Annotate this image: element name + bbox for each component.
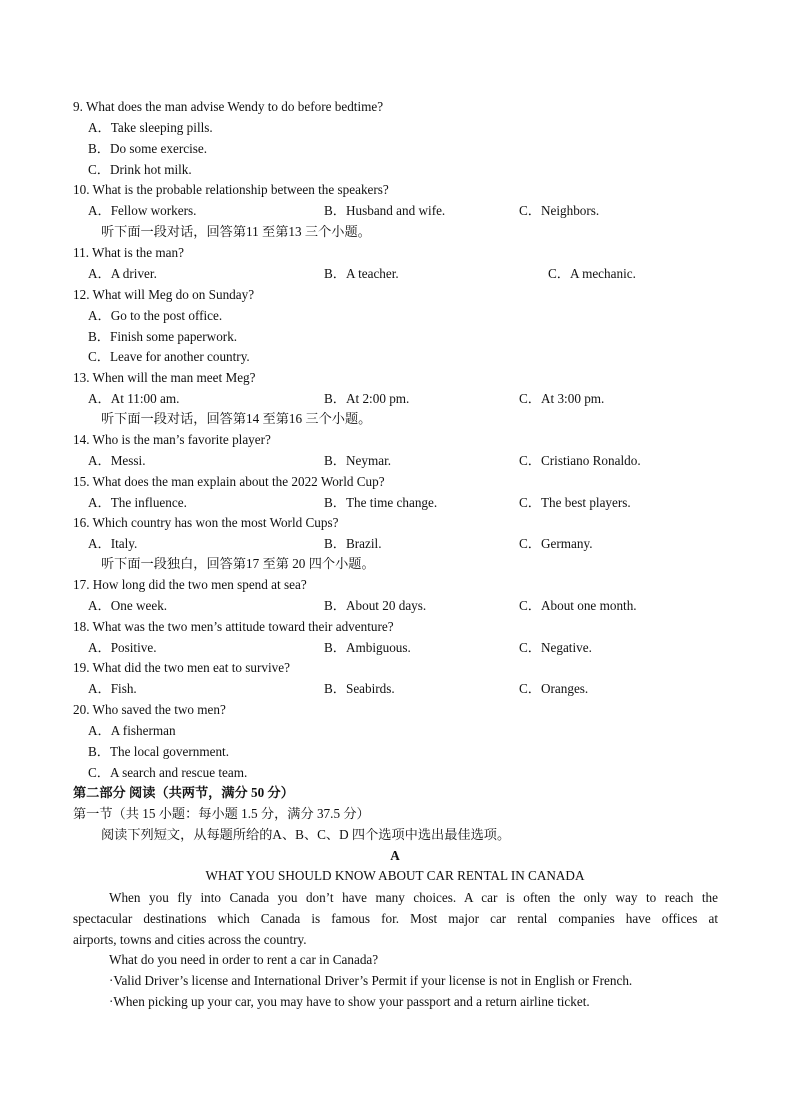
question-stem: 10. What is the probable relationship between the speakers? <box>73 182 389 197</box>
option: B．A teacher. <box>324 266 399 281</box>
option: A．Take sleeping pills. <box>88 120 213 135</box>
option: C．Oranges. <box>519 681 589 696</box>
option: A．Italy. <box>88 536 138 551</box>
option: B．Finish some paperwork. <box>88 329 238 344</box>
section-subtitle: 第一节（共 15 小题：每小题 1.5 分，满分 37.5 分） <box>73 806 370 821</box>
question-stem: 14. Who is the man’s favorite player? <box>73 432 271 447</box>
option: B．Ambiguous. <box>324 640 411 655</box>
option: B．The time change. <box>324 495 438 510</box>
section-instruction: 阅读下列短文，从每题所给的A、B、C、D 四个选项中选出最佳选项。 <box>101 827 511 842</box>
question-stem: 20. Who saved the two men? <box>73 702 226 717</box>
option: C．A search and rescue team. <box>88 765 248 780</box>
option: B．Neymar. <box>324 453 392 468</box>
listening-instruction: 听下面一段独白，回答第17 至第 20 四个小题。 <box>101 556 375 571</box>
question-stem: 18. What was the two men’s attitude toward their adventure? <box>73 619 394 634</box>
option: A．Fellow workers. <box>88 203 197 218</box>
passage-letter: A <box>390 848 400 863</box>
paragraph-line: spectacular destinations which Canada is famous for. Most major car rental companies have offices at <box>73 911 718 926</box>
option: A．Go to the post office. <box>88 308 223 323</box>
option: C．Negative. <box>519 640 592 655</box>
option: B．The local government. <box>88 744 229 759</box>
option: A．Fish. <box>88 681 137 696</box>
option: A．A driver. <box>88 266 157 281</box>
question-stem: 12. What will Meg do on Sunday? <box>73 287 255 302</box>
option: C．Cristiano Ronaldo. <box>519 453 641 468</box>
option: B．Seabirds. <box>324 681 395 696</box>
option: C．Drink hot milk. <box>88 162 192 177</box>
passage-question: What do you need in order to rent a car in Canada? <box>109 952 379 967</box>
question-stem: 15. What does the man explain about the 2022 World Cup? <box>73 474 385 489</box>
bullet-item: ·Valid Driver’s license and International Driver’s Permit if your license is not in English or French. <box>109 973 633 988</box>
section-title: 第二部分 阅读（共两节，满分 50 分） <box>73 785 294 800</box>
question-stem: 9. What does the man advise Wendy to do before bedtime? <box>73 99 384 114</box>
passage-paragraph <box>73 887 718 950</box>
option: A．A fisherman <box>88 723 176 738</box>
question-stem: 17. How long did the two men spend at sea? <box>73 577 307 592</box>
option: C．Leave for another country. <box>88 349 250 364</box>
option: C．A mechanic. <box>548 266 636 281</box>
option: C．Germany. <box>519 536 593 551</box>
passage-title: WHAT YOU SHOULD KNOW ABOUT CAR RENTAL IN CANADA <box>205 868 585 883</box>
option: C．The best players. <box>519 495 631 510</box>
option: A．Positive. <box>88 640 157 655</box>
option: A．At 11:00 am. <box>88 391 180 406</box>
option: C．Neighbors. <box>519 203 600 218</box>
option: A．The influence. <box>88 495 187 510</box>
listening-instruction: 听下面一段对话，回答第14 至第16 三个小题。 <box>101 411 372 426</box>
option: B．Husband and wife. <box>324 203 446 218</box>
listening-instruction: 听下面一段对话，回答第11 至第13 三个小题。 <box>101 224 371 239</box>
question-stem: 19. What did the two men eat to survive? <box>73 660 290 675</box>
option: C．At 3:00 pm. <box>519 391 605 406</box>
option: A．Messi. <box>88 453 146 468</box>
question-stem: 13. When will the man meet Meg? <box>73 370 256 385</box>
option: B．At 2:00 pm. <box>324 391 410 406</box>
paragraph-line: When you fly into Canada you don’t have many choices. A car is often the only way to reach the <box>109 890 718 905</box>
option: A．One week. <box>88 598 168 613</box>
paragraph-line: airports, towns and cities across the country. <box>73 932 307 947</box>
question-stem: 16. Which country has won the most World Cups? <box>73 515 339 530</box>
question-stem: 11. What is the man? <box>73 245 184 260</box>
option: C．About one month. <box>519 598 637 613</box>
option: B．About 20 days. <box>324 598 427 613</box>
option: B．Do some exercise. <box>88 141 208 156</box>
option: B．Brazil. <box>324 536 382 551</box>
bullet-item: ·When picking up your car, you may have to show your passport and a return airline ticket. <box>109 994 590 1009</box>
